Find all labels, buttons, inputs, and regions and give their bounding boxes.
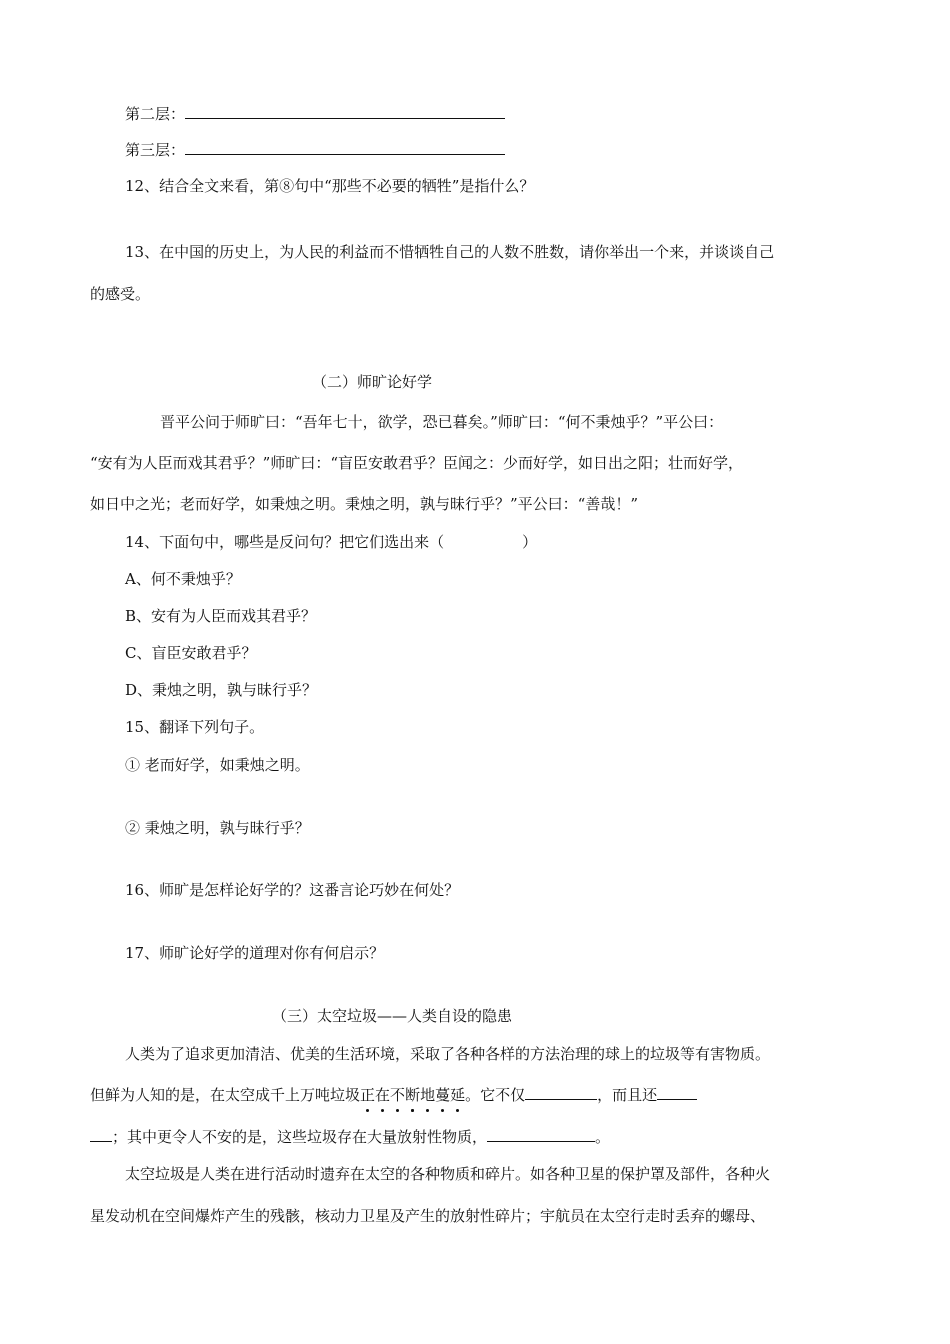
paragraph1-line3-b: ；其中更令人不安的是，这些垃圾存在大量放射性物质， bbox=[112, 1128, 488, 1146]
paragraph2-line2: 星发动机在空间爆炸产生的残骸，核动力卫星及产生的放射性碎片；宇航员在太空行走时丢弃的螺母、 bbox=[90, 1207, 766, 1225]
passage-line3: 如日中之光；老而好学，如秉烛之明。秉烛之明，孰与昧行乎？”平公曰：“善哉！” bbox=[90, 495, 639, 513]
fill-blank-2-end[interactable] bbox=[90, 1127, 112, 1142]
emphasis-char: 断 bbox=[405, 1086, 421, 1104]
layer3-answer-blank[interactable] bbox=[185, 140, 505, 155]
paragraph2-line1: 太空垃圾是人类在进行活动时遗弃在太空的各种物质和碎片。如各种卫星的保护罩及部件，各种火 bbox=[125, 1165, 771, 1183]
question-16: 16、师旷是怎样论好学的？这番言论巧妙在何处？ bbox=[125, 881, 460, 899]
section-title-space-junk: （三）太空垃圾——人类自设的隐患 bbox=[272, 1007, 513, 1025]
question-15: 15、翻译下列句子。 bbox=[125, 718, 265, 736]
passage-line1: 晋平公问于师旷曰：“吾年七十，欲学，恐已暮矣。”师旷曰：“何不秉烛乎？”平公曰： bbox=[160, 413, 724, 431]
emphasis-char: 延 bbox=[450, 1086, 466, 1104]
option-c: C、盲臣安敢君乎？ bbox=[125, 644, 257, 662]
question-12: 12、结合全文来看，第⑧句中“那些不必要的牺牲”是指什么？ bbox=[125, 177, 535, 195]
emphasis-char: 正 bbox=[360, 1086, 376, 1104]
paragraph1-line3 bbox=[90, 1127, 610, 1147]
question-14 bbox=[125, 532, 537, 552]
emphasis-char: 不 bbox=[390, 1086, 406, 1104]
option-d: D、秉烛之明，孰与昧行乎？ bbox=[125, 681, 318, 699]
option-a: A、何不秉烛乎？ bbox=[125, 570, 241, 588]
question-15-item2: ② 秉烛之明，孰与昧行乎？ bbox=[125, 819, 310, 837]
question-13-line2: 的感受。 bbox=[90, 285, 151, 303]
emphasis-char: 在 bbox=[375, 1086, 391, 1104]
paragraph1-line2-b: 。它不仅 bbox=[465, 1086, 526, 1104]
paragraph1-line3-c: 。 bbox=[595, 1128, 611, 1146]
layer2-label: 第二层： bbox=[125, 105, 186, 123]
section-title-shikuang: （二）师旷论好学 bbox=[312, 373, 433, 391]
paragraph1-line1: 人类为了追求更加清洁、优美的生活环境，采取了各种各样的方法治理的球上的垃圾等有害物质。 bbox=[125, 1045, 771, 1063]
emphasis-text bbox=[360, 1085, 465, 1105]
fill-blank-2-start[interactable] bbox=[657, 1085, 697, 1100]
question-14-text: 14、下面句中，哪些是反问句？把它们选出来（ bbox=[125, 533, 445, 551]
paragraph1-line2-a: 但鲜为人知的是，在太空成千上万吨垃圾 bbox=[90, 1086, 361, 1104]
layer3-label: 第三层： bbox=[125, 141, 186, 159]
fill-blank-1[interactable] bbox=[525, 1085, 597, 1100]
question-13-line1: 13、在中国的历史上，为人民的利益而不惜牺牲自己的人数不胜数，请你举出一个来，并谈谈自己 bbox=[125, 243, 775, 261]
question-14-close: ） bbox=[522, 533, 538, 551]
emphasis-char: 地 bbox=[420, 1086, 436, 1104]
paragraph1-line2 bbox=[90, 1085, 697, 1105]
layer3-line bbox=[125, 140, 505, 160]
fill-blank-3[interactable] bbox=[487, 1127, 595, 1142]
layer2-answer-blank[interactable] bbox=[185, 104, 505, 119]
layer2-line bbox=[125, 104, 505, 124]
paragraph1-line2-c: ，而且还 bbox=[597, 1086, 658, 1104]
emphasis-dotted-phrase bbox=[360, 1086, 465, 1104]
question-15-item1: ① 老而好学，如秉烛之明。 bbox=[125, 756, 310, 774]
emphasis-char: 蔓 bbox=[435, 1086, 451, 1104]
question-17: 17、师旷论好学的道理对你有何启示？ bbox=[125, 944, 385, 962]
passage-line2: “安有为人臣而戏其君乎？”师旷曰：“盲臣安敢君乎？臣闻之：少而好学，如日出之阳；壮而好学， bbox=[90, 454, 744, 472]
option-b: B、安有为人臣而戏其君乎？ bbox=[125, 607, 317, 625]
